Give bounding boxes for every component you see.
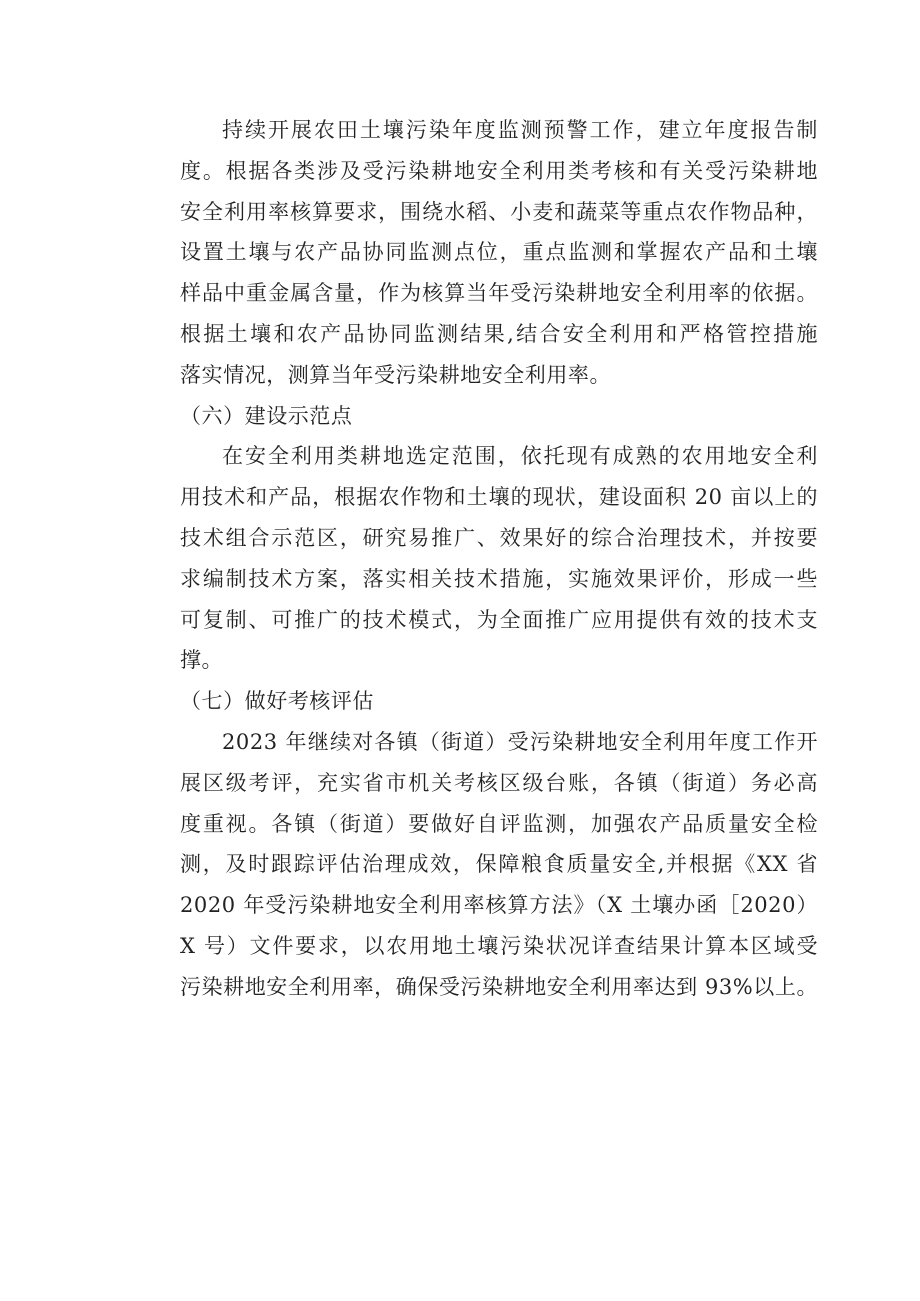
paragraph-demo-sites [138,436,818,681]
paragraph-line: 持续开展农田土壤污染年度监测预警工作，建立年度报告制 [222,118,818,142]
paragraph-line: 可复制、可推广的技术模式，为全面推广应用提供有效的技术支 [180,607,818,632]
paragraph-line: 设置土壤与农产品协同监测点位，重点监测和掌握农产品和土壤 [180,240,818,265]
paragraph-line: 度。根据各类涉及受污染耕地安全利用类考核和有关受污染耕地 [180,158,818,183]
paragraph-line: 度重视。各镇（街道）要做好自评监测，加强农产品质量安全检 [180,811,818,836]
paragraph-line: 测，及时跟踪评估治理成效，保障粮食质量安全,并根据《XX 省 [180,852,818,877]
paragraph-line: 技术组合示范区，研究易推广、效果好的综合治理技术，并按要 [180,525,818,550]
paragraph-line: 污染耕地安全利用率，确保受污染耕地安全利用率达到 93%以上。 [180,974,818,999]
document-body [138,110,818,1008]
paragraph-line: 安全利用率核算要求，围绕水稻、小麦和蔬菜等重点农作物品种， [180,199,818,224]
paragraph-line: 落实情况，测算当年受污染耕地安全利用率。 [180,362,611,387]
paragraph-monitoring [138,110,818,396]
paragraph-line: 样品中重金属含量，作为核算当年受污染耕地安全利用率的依据。 [180,281,818,306]
section-heading-demo-sites: （六）建设示范点 [180,403,353,428]
paragraph-line: 在安全利用类耕地选定范围，依托现有成熟的农用地安全利 [222,444,818,469]
paragraph-assessment [138,722,818,1008]
paragraph-line: X 号）文件要求，以农用地土壤污染状况详查结果计算本区域受 [180,933,818,958]
paragraph-line: 根据土壤和农产品协同监测结果,结合安全利用和严格管控措施 [180,321,818,346]
paragraph-line: 展区级考评，充实省市机关考核区级台账，各镇（街道）务必高 [180,770,818,795]
paragraph-line: 2020 年受污染耕地安全利用率核算方法》（X 土壤办函［2020） [180,893,818,918]
paragraph-line: 2023 年继续对各镇（街道）受污染耕地安全利用年度工作开 [222,729,818,754]
paragraph-line: 用技术和产品，根据农作物和土壤的现状，建设面积 20 亩以上的 [180,485,818,510]
paragraph-line: 求编制技术方案，落实相关技术措施，实施效果评价，形成一些 [180,566,818,591]
section-heading-assessment: （七）做好考核评估 [180,689,374,714]
paragraph-line: 撑。 [180,648,224,673]
